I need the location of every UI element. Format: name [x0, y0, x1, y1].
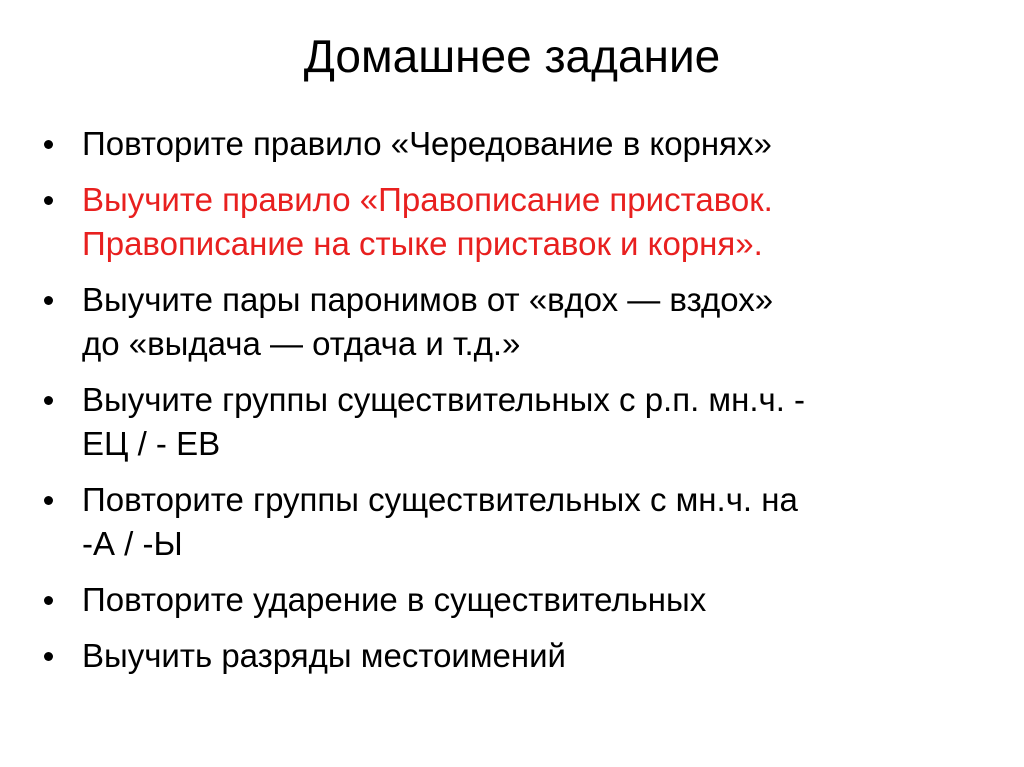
list-item-text: Повторите правило «Чередование в корнях»	[82, 125, 772, 162]
list-item	[44, 122, 1004, 166]
list-item	[44, 178, 1004, 266]
list-item	[44, 278, 1004, 366]
list-item-text: Повторите ударение в существительных	[82, 581, 707, 618]
bullet-icon	[44, 140, 53, 149]
list-item	[44, 634, 1004, 678]
bullet-icon	[44, 496, 53, 505]
list-item-text: Выучить разряды местоимений	[82, 637, 566, 674]
list-item-text: Повторите группы существительных с мн.ч. на -А / -Ы	[82, 481, 798, 562]
homework-list	[44, 122, 1004, 690]
list-item	[44, 378, 1004, 466]
bullet-icon	[44, 296, 53, 305]
bullet-icon	[44, 396, 53, 405]
bullet-icon	[44, 196, 53, 205]
list-item	[44, 478, 1004, 566]
list-item	[44, 578, 1004, 622]
list-item-text: Выучите правило «Правописание приставок. Правописание на стыке приставок и корня».	[82, 181, 773, 262]
bullet-icon	[44, 652, 53, 661]
bullet-icon	[44, 596, 53, 605]
list-item-text: Выучите группы существительных с р.п. мн.ч. - ЕЦ / - ЕВ	[82, 381, 806, 462]
list-item-text: Выучите пары паронимов от «вдох — вздох» до «выдача — отдача и т.д.»	[82, 281, 774, 362]
slide-title: Домашнее задание	[303, 30, 721, 82]
